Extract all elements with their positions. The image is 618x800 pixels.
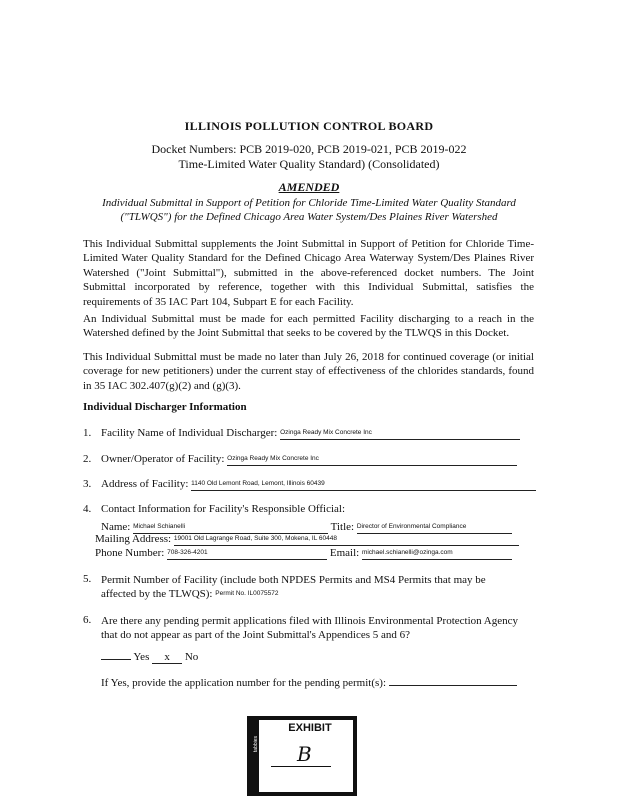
item-number: 6. [83,614,92,626]
title-value: Director of Environmental Compliance [356,523,467,530]
permit-text-line-1: Permit Number of Facility (include both NPDES Permits and MS4 Permits that may be [101,574,486,586]
facility-name-label: Facility Name of Individual Discharger: [101,427,278,439]
item-body [101,427,520,440]
submittal-subtitle [70,196,548,224]
email-field[interactable] [362,547,512,560]
no-label: No [184,651,199,663]
name-value: Michael Schianelli [133,523,186,530]
owner-label: Owner/Operator of Facility: [101,453,225,465]
paragraph-deadline: This Individual Submittal must be made no later than July 26, 2018 for continued coverage (or initial coverage for new petitioners) under the current stay of effectiveness of the chlorides standards, found in 35 IAC 302.407(g)(2) and (g)(3). [83,351,534,392]
item-number: 1. [83,427,92,439]
yes-no-row [101,651,401,664]
item-number: 3. [83,478,92,490]
phone-label: Phone Number: [95,547,165,559]
contact-phone-row [95,547,538,560]
phone-field[interactable] [167,547,327,560]
subtitle-line-2: ("TLWQS") for the Defined Chicago Area Water System/Des Plaines River Watershed [120,211,498,223]
address-label: Address of Facility: [101,478,189,490]
address-field[interactable] [191,478,536,491]
mailing-label: Mailing Address: [95,533,172,545]
exhibit-sticker [247,716,357,796]
owner-field[interactable] [227,453,517,466]
owner-value: Ozinga Ready Mix Concrete Inc [227,455,319,462]
docket-block [0,142,618,172]
docket-subtitle: Time-Limited Water Quality Standard) (Consolidated) [178,157,440,171]
name-label: Name: [101,521,131,533]
phone-value: 708-326-4201 [167,549,208,556]
mailing-value: 19001 Old Lagrange Road, Suite 300, Mokena, IL 60448 [173,535,337,542]
exhibit-letter: B [297,742,312,766]
docket-numbers: Docket Numbers: PCB 2019-020, PCB 2019-021, PCB 2019-022 [151,142,467,156]
application-number-label: If Yes, provide the application number for the pending permit(s): [101,677,387,689]
yes-label: Yes [133,651,150,663]
item-number: 2. [83,453,92,465]
exhibit-tab-text: tabbies [253,736,259,753]
item-body [101,478,536,491]
item-body [101,573,538,603]
item-number: 4. [83,503,92,515]
amended-heading: AMENDED [278,180,340,194]
board-title: ILLINOIS POLLUTION CONTROL BOARD [184,119,434,133]
contact-mailing-row [95,533,538,546]
no-checkmark: x [164,651,170,663]
facility-name-field[interactable] [280,427,520,440]
pending-text-line-1: Are there any pending permit applications filed with Illinois Environmental Protection Agency [101,615,518,627]
mailing-field[interactable] [174,533,519,546]
pending-text-line-2: that do not appear as part of the Joint Submittal's Appendices 5 and 6? [101,629,410,641]
email-value: michael.schianelli@ozinga.com [361,549,453,556]
item-number: 5. [83,573,92,585]
permit-value: Permit No. IL0075572 [215,590,279,597]
paragraph-individual-submittal: An Individual Submittal must be made for each permitted Facility discharging to a reach in the Watershed defined by the Joint Submittal that seeks to be covered by the TLWQS in this Docket. [83,313,534,340]
facility-name-value: Ozinga Ready Mix Concrete Inc [280,429,372,436]
exhibit-label: EXHIBIT [288,722,332,734]
email-label: Email: [329,547,360,559]
permit-text-line-2-label: affected by the TLWQS): [101,588,213,600]
item-body [101,453,517,466]
yes-checkbox[interactable] [101,659,131,660]
no-checkbox[interactable] [152,651,182,664]
permit-text-line-2 [101,587,538,603]
subtitle-line-1: Individual Submittal in Support of Petition for Chloride Time-Limited Water Quality Standard [102,197,516,209]
address-value: 1140 Old Lemont Road, Lemont, Illinois 60439 [191,480,325,487]
section-heading: Individual Discharger Information [83,401,247,413]
item-body [101,614,538,642]
contact-label: Contact Information for Facility's Responsible Official: [101,503,346,515]
paragraph-joint-submittal: This Individual Submittal supplements the Joint Submittal in Support of Petition for Chloride Time-Limited Water Quality Standard for the Defined Chicago Area Waterway System/Des Plaines River Watershed ("Joint Submittal"), submitted in the above-referenced docket numbers. The Joint Submittal incorporated by reference, together with this Individual Submittal, satisfies the requirements of 35 IAC Part 104, Subpart E for each Facility. [83,238,534,308]
exhibit-tab [251,720,259,792]
application-number-row [101,677,538,689]
application-number-field[interactable] [389,685,517,686]
title-label: Title: [330,521,355,533]
exhibit-underline [271,766,331,767]
